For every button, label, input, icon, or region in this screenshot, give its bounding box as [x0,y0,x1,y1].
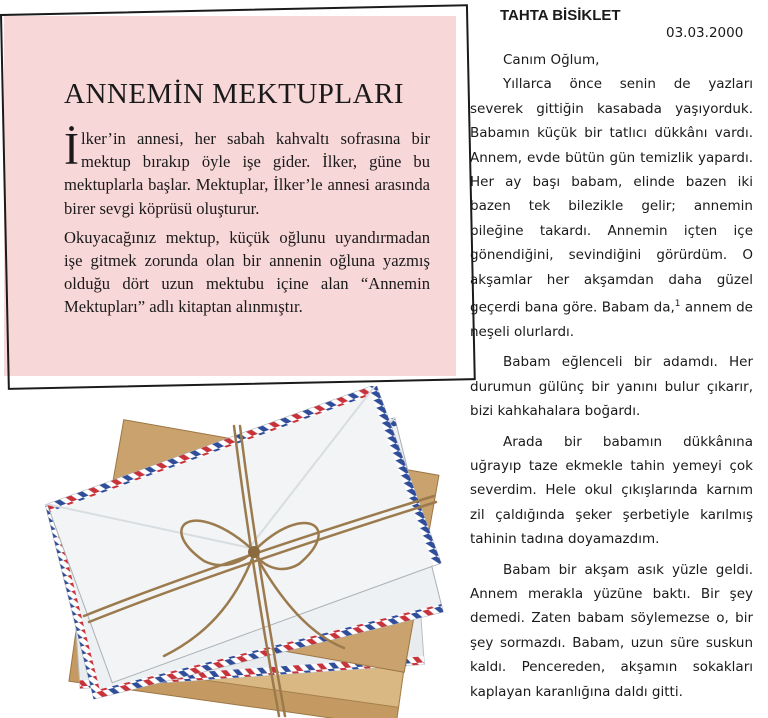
intro-paragraph-1-text: lker’in annesi, her sabah kahvaltı sofrasına bir mektup bırakıp öyle işe gider. İlker, güne bu mektuplarla başlar. Mektuplar, İlker’le annesi arasında birer sevgi köprüsü oluşturur. [64,129,430,218]
letter-paragraph-3: Arada bir babamın dükkânına uğrayıp taze ekmekle tahin yemeyi çok severdim. Hele okul çıkışlarında karnım zil çaldığında şeker şerbetiyle karılmış tahinin tadına doyamazdım. [470,433,753,548]
letter-paragraph-1-end: annem de neşeli olurlardı. [470,299,753,340]
envelope-bundle-icon [44,386,464,718]
intro-paragraph-2: Okuyacağınız mektup, küçük oğlunu uyandırmadan işe gitmek zorunda olan bir annenin oğluna yazmış olduğu dört uzun mektubu içine alan “Annemin Mektupları” adlı kitaptan alınmıştır. [64,227,430,317]
letter-body [470,48,753,710]
letter-paragraph-4: Babam bir akşam asık yüzle geldi. Annem merakla yüzüne baktı. Bir şey demedi. Zaten babam söylemezse o, bir şey sormazdı. Babam, uzun süre suskun kaldı. Pencereden, akşamın sokakları kaplayan karanlığına daldı gitti. [470,561,753,700]
letter-paragraph-1-text: Yıllarca önce senin de yazları severek gittiğin kasabada yaşıyorduk. Babamın küçük bir tatlıcı dükkânı vardı. Annem, evde bütün gün temizlik yapardı. Her ay başı babam, elinde bazen iki bazen tek bilezikle gelir; annemin bileğine takardı. Annemin içten içe gönendiğini, sevindiğini görürdüm. O akşamlar her akşamdan daha güzel geçerdi bana göre. Babam da, [470,76,753,316]
footnote-mark: 1 [674,299,681,310]
page-title: ANNEMİN MEKTUPLARI [64,78,405,110]
story-heading: TAHTA BİSİKLET [500,7,621,24]
letter-date: 03.03.2000 [666,25,744,41]
drop-cap: İ [64,124,79,174]
intro-card [64,78,430,325]
letter-paragraph-1 [470,72,753,344]
intro-paragraph-1 [64,124,430,220]
letter-paragraph-2: Babam eğlenceli bir adamdı. Her durumun gülünç bir yanını bulur çıkarır, bizi kahkahalara boğardı. [470,354,753,420]
letter-greeting: Canım Oğlum, [503,52,600,68]
